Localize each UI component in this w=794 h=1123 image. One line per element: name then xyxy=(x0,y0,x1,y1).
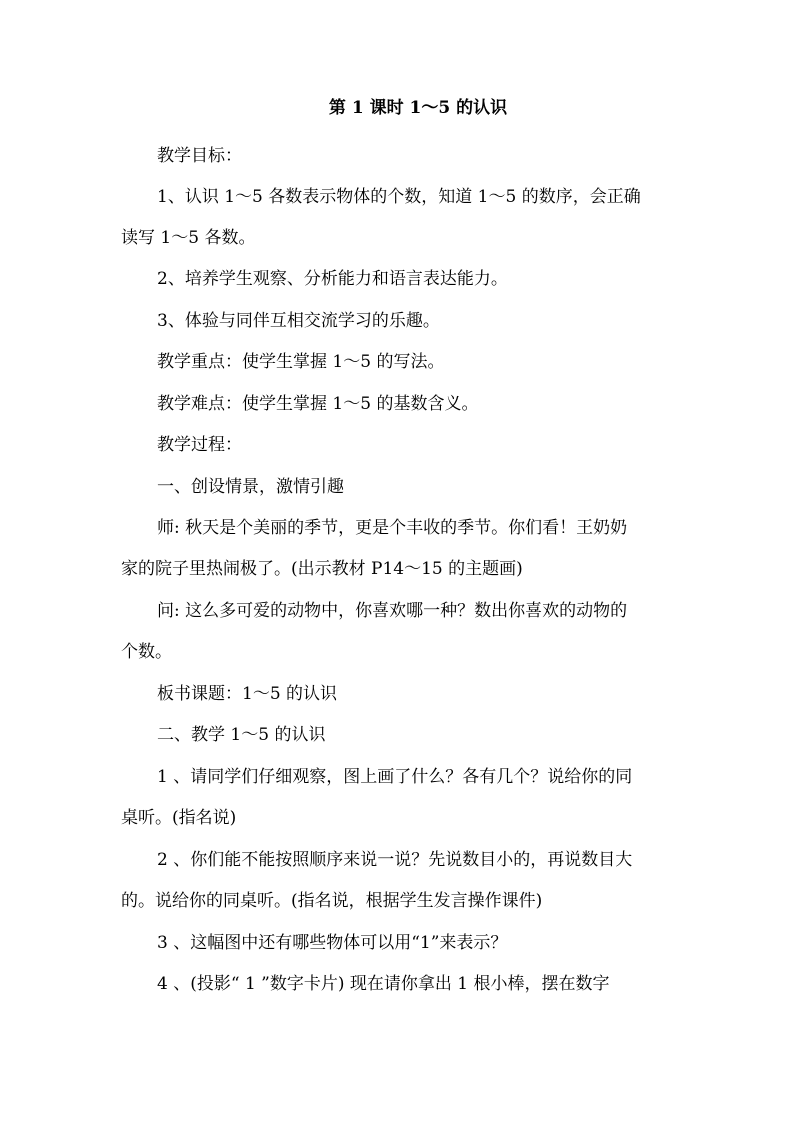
text-line: 2、培养学生观察、分析能力和语言表达能力。 xyxy=(157,269,508,289)
text-line: 4 、(投影“ 1 ”数字卡片) 现在请你拿出 1 根小棒，摆在数字 xyxy=(157,974,610,994)
text-line: 教学目标： xyxy=(157,146,242,166)
section-heading: 一、创设情景，激情引趣 xyxy=(157,477,344,497)
text-line: 3、体验与同伴互相交流学习的乐趣。 xyxy=(157,311,440,331)
text-line: 的。说给你的同桌听。(指名说，根据学生发言操作课件) xyxy=(121,891,543,911)
text-line: 教学难点：使学生掌握 1～5 的基数含义。 xyxy=(157,394,479,414)
text-line: 1、认识 1～5 各数表示物体的个数，知道 1～5 的数序，会正确 xyxy=(157,187,641,207)
text-line: 教学重点：使学生掌握 1～5 的写法。 xyxy=(157,352,445,372)
page-title: 第 1 课时 1～5 的认识 xyxy=(328,98,508,118)
text-line: 问: 这么多可爱的动物中，你喜欢哪一种？数出你喜欢的动物的 xyxy=(157,601,628,621)
text-line: 桌听。(指名说) xyxy=(121,808,237,828)
text-line: 师: 秋天是个美丽的季节，更是个丰收的季节。你们看！王奶奶 xyxy=(157,518,628,538)
text-line: 3 、这幅图中还有哪些物体可以用“1”来表示？ xyxy=(157,933,508,953)
section-heading: 二、教学 1～5 的认识 xyxy=(157,725,326,745)
text-line: 2 、你们能不能按照顺序来说一说？先说数目小的，再说数目大 xyxy=(157,850,633,870)
text-line: 个数。 xyxy=(121,642,172,662)
text-line: 板书课题：1～5 的认识 xyxy=(157,684,338,704)
text-line: 1 、请同学们仔细观察，图上画了什么？各有几个？说给你的同 xyxy=(157,767,633,787)
text-line: 教学过程： xyxy=(157,435,242,455)
text-line: 读写 1～5 各数。 xyxy=(121,228,256,248)
text-line: 家的院子里热闹极了。(出示教材 P14～15 的主题画) xyxy=(121,559,523,579)
